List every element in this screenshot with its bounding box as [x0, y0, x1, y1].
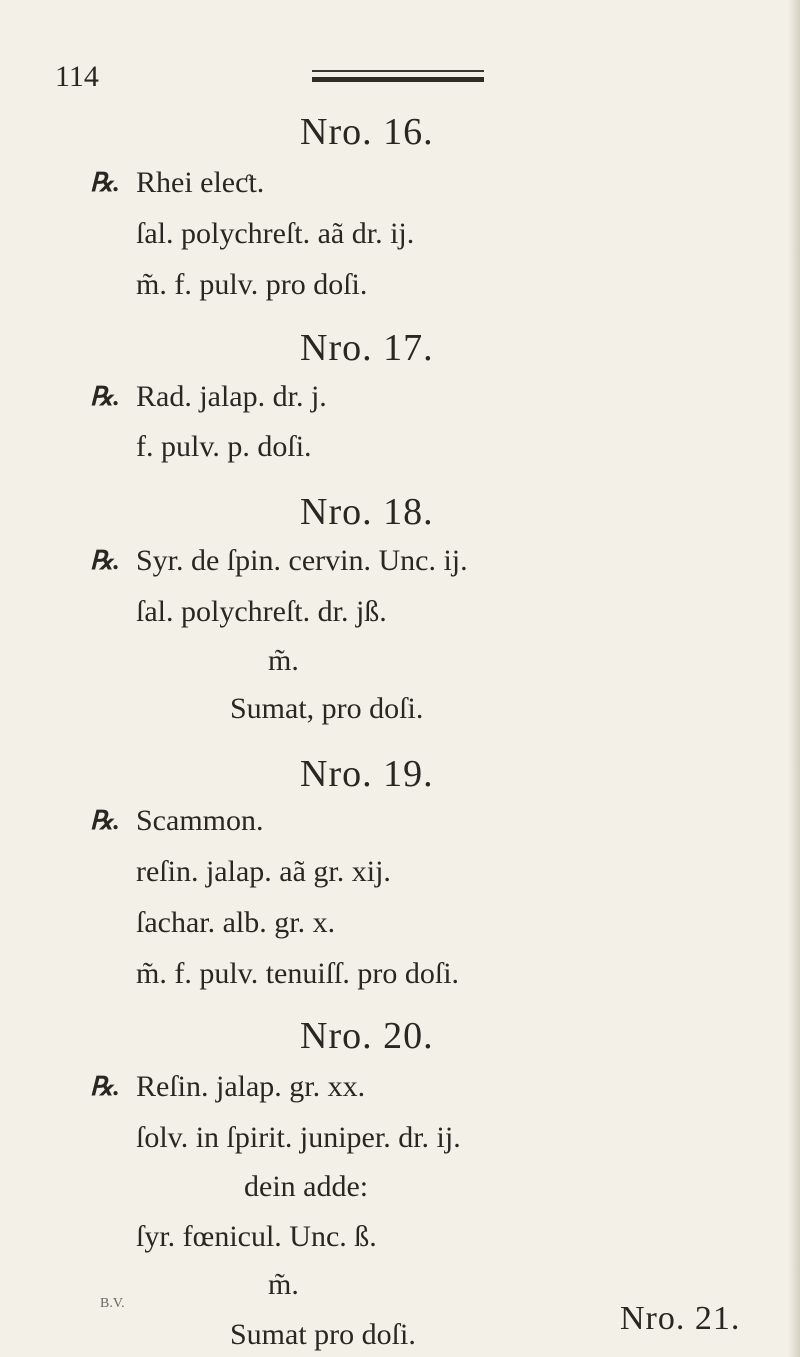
header-rule	[312, 70, 484, 72]
recipe-line: m̃. f. pulv. pro doſi.	[136, 268, 368, 301]
recipe-line: Reſin. jalap. gr. xx.	[136, 1070, 366, 1103]
recipe-line: Rhei eleƈt.	[136, 166, 265, 199]
footer-mark: B.V.	[100, 1296, 125, 1311]
header-rule-thick	[312, 77, 484, 82]
rx-symbol: ℞.	[90, 168, 120, 197]
recipe-line: ſyr. fœnicul. Unc. ß.	[136, 1220, 377, 1253]
recipe-line: Sumat, pro doſi.	[230, 692, 424, 725]
rx-symbol: ℞.	[90, 546, 120, 575]
recipe-line: ſachar. alb. gr. x.	[136, 906, 336, 939]
recipe-line: f. pulv. p. doſi.	[136, 430, 312, 463]
recipe-line: m̃.	[268, 644, 299, 677]
section-heading-18: Nro. 18.	[300, 491, 434, 533]
recipe-line: ſolv. in ſpirit. juniper. dr. ij.	[136, 1121, 461, 1154]
recipe-line: ſal. polychreſt. aã dr. ij.	[136, 217, 415, 250]
recipe-line: m̃. f. pulv. tenuiſſ. pro doſi.	[136, 957, 460, 990]
recipe-line: Syr. de ſpin. cervin. Unc. ij.	[136, 544, 468, 577]
section-heading-16: Nro. 16.	[300, 111, 434, 153]
recipe-line: Scammon.	[136, 804, 264, 837]
rx-symbol: ℞.	[90, 806, 120, 835]
page-edge-shadow	[788, 0, 800, 1357]
recipe-line: Rad. jalap. dr. j.	[136, 380, 327, 413]
catchword: Nro. 21.	[620, 1300, 741, 1337]
rx-symbol: ℞.	[90, 1072, 120, 1101]
recipe-line: Sumat pro doſi.	[230, 1318, 416, 1351]
section-heading-20: Nro. 20.	[300, 1015, 434, 1057]
recipe-line: m̃.	[268, 1268, 299, 1301]
recipe-line: dein adde:	[244, 1170, 369, 1203]
recipe-line: ſal. polychreſt. dr. jß.	[136, 595, 387, 628]
recipe-line: reſin. jalap. aã gr. xij.	[136, 855, 391, 888]
section-heading-19: Nro. 19.	[300, 753, 434, 795]
section-heading-17: Nro. 17.	[300, 327, 434, 369]
page-number: 114	[55, 60, 99, 93]
rx-symbol: ℞.	[90, 382, 120, 411]
